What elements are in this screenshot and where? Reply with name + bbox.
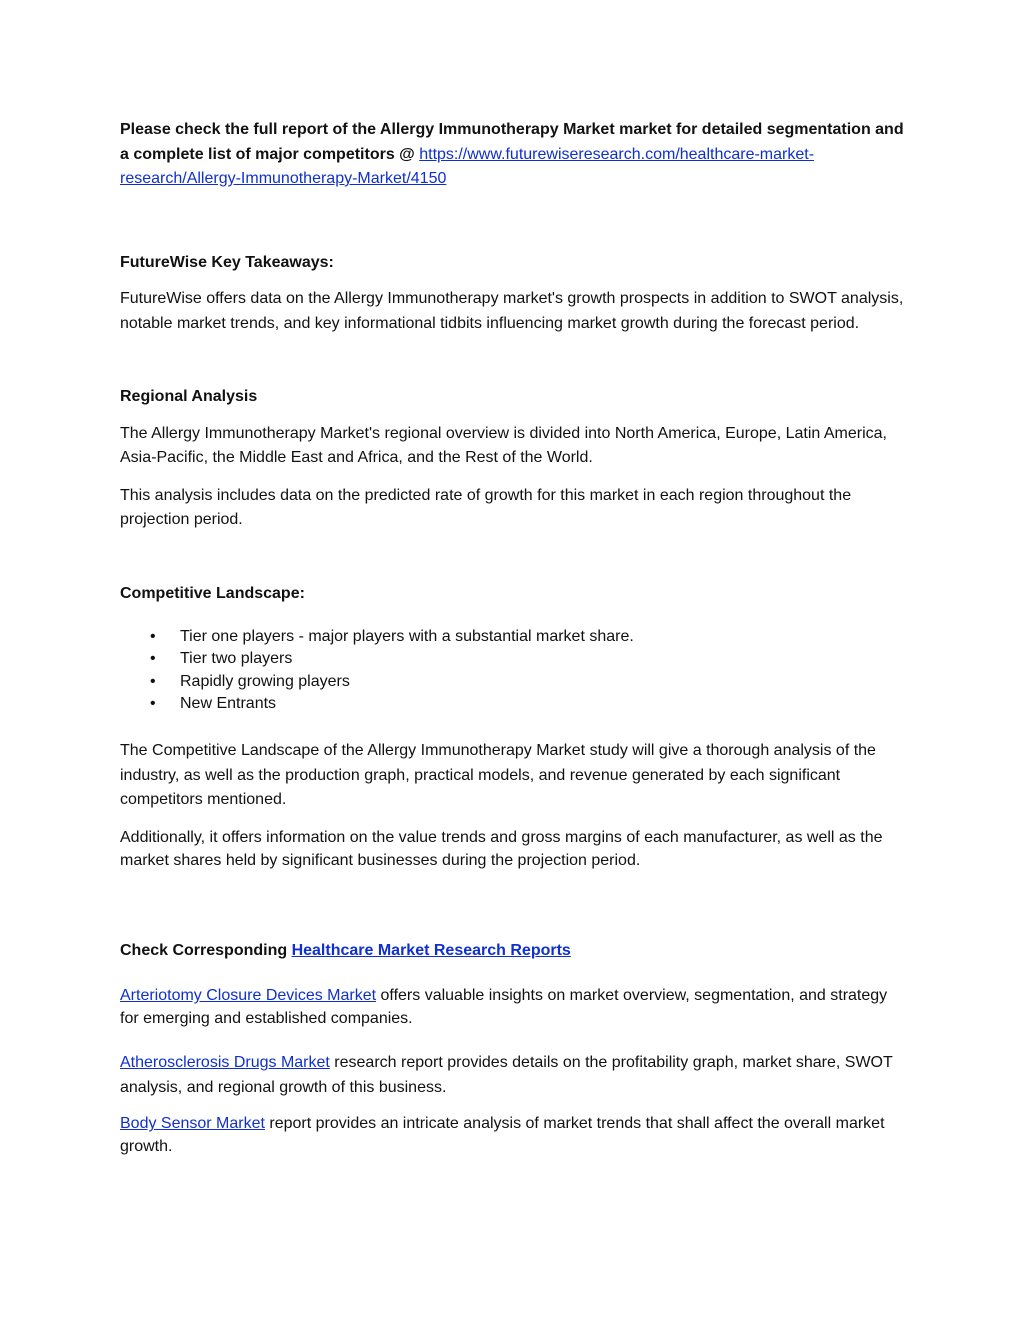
competitive-paragraph-1: The Competitive Landscape of the Allergy Immunotherapy Market study will give a thorough analysis of the industry, as well as the production graph, practical models, and revenue generated by each significant competitors mentioned. [120,742,876,809]
healthcare-reports-link[interactable]: Healthcare Market Research Reports [291,941,571,959]
bullet-icon: • [150,650,156,668]
intro-text: Please check the full report of the Allergy Immunotherapy Market market for detailed segmentation and a complete list of major competitors @ [120,121,904,163]
list-item [120,648,905,670]
full-report-link[interactable]: https://www.futurewiseresearch.com/healthcare-market-research/Allergy-Immunotherapy-Market/4150 [120,145,815,187]
list-item-text: Rapidly growing players [180,672,350,690]
regional-heading: Regional Analysis [120,388,258,405]
related-item-3 [120,1112,905,1158]
related-item-1-text: offers valuable insights on market overview, segmentation, and strategy for emerging and established companies. [120,987,888,1028]
related-item-3-text: report provides an intricate analysis of market trends that shall affect the overall market growth. [120,1115,885,1156]
takeaways-body: FutureWise offers data on the Allergy Immunotherapy market's growth prospects in addition to SWOT analysis, notable market trends, and key informational tidbits influencing market growth during the forecast period. [120,290,904,332]
bullet-icon: • [150,628,156,645]
takeaways-heading: FutureWise Key Takeaways: [120,253,334,271]
list-item [120,671,905,693]
body-sensor-link[interactable]: Body Sensor Market [120,1115,265,1133]
list-item [120,626,905,648]
list-item-text: New Entrants [180,694,277,712]
related-item-1 [120,984,905,1030]
regional-paragraph-2: This analysis includes data on the predicted rate of growth for this market in each region throughout the projection period. [120,486,852,528]
competitive-bullet-list [120,626,905,715]
related-item-2 [120,1051,905,1100]
related-reports-heading [120,939,905,964]
related-item-2-text: research report provides details on the profitability graph, market share, SWOT analysis, and regional growth of this business. [120,1054,893,1096]
bullet-icon: • [150,694,156,712]
related-heading-prefix: Check Corresponding [120,941,292,959]
atherosclerosis-link[interactable]: Atherosclerosis Drugs Market [120,1054,330,1072]
bullet-icon: • [150,672,156,690]
arteriotomy-link[interactable]: Arteriotomy Closure Devices Market [120,987,377,1005]
competitive-heading: Competitive Landscape: [120,584,305,602]
regional-paragraph-1: The Allergy Immunotherapy Market's regional overview is divided into North America, Europe, Latin America, Asia-Pacific, the Middle East and Africa, and the Rest of the World. [120,424,887,466]
list-item-text: Tier one players - major players with a substantial market share. [180,628,634,645]
list-item [120,693,905,715]
list-item-text: Tier two players [180,650,293,668]
document-page [120,118,905,1158]
intro-paragraph [120,118,905,192]
competitive-paragraph-2: Additionally, it offers information on the value trends and gross margins of each manufacturer, as well as the market shares held by significant businesses during the projection period. [120,828,883,869]
